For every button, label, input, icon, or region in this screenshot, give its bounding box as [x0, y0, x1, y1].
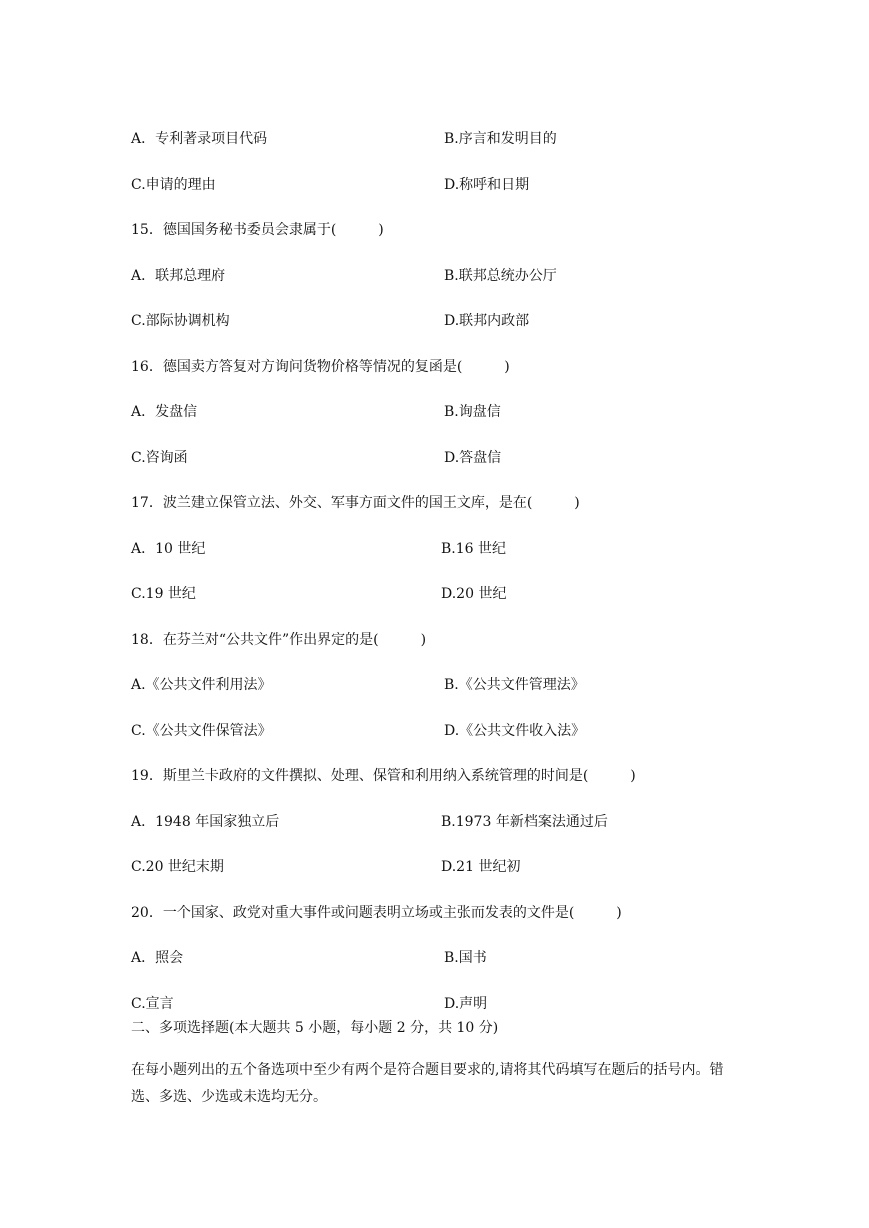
q16-option-d: D.答盘信: [444, 450, 502, 466]
q19-option-b: B.1973 年新档案法通过后: [441, 814, 608, 830]
q17-stem: 17．波兰建立保管立法、外交、军事方面文件的国王文库，是在( ): [131, 495, 580, 511]
q20-option-c: C.宣言: [131, 996, 174, 1012]
q17-option-d: D.20 世纪: [441, 586, 507, 602]
q16-option-b: B.询盘信: [444, 404, 501, 420]
q16-option-c: C.咨询函: [131, 450, 188, 466]
q17-option-b: B.16 世纪: [441, 541, 507, 557]
q14-option-b: B.序言和发明目的: [444, 131, 557, 147]
q19-option-d: D.21 世纪初: [441, 859, 521, 875]
q18-option-d: D.《公共文件收入法》: [444, 723, 586, 739]
section-instructions: 在每小题列出的五个备选项中至少有两个是符合题目要求的,请将其代码填写在题后的括号内。错选、多选、少选或未选均无分。: [131, 1062, 724, 1105]
q15-option-d: D.联邦内政部: [444, 313, 530, 329]
q15-option-c: C.部际协调机构: [131, 313, 230, 329]
q14-option-c: C.申请的理由: [131, 177, 216, 193]
q19-option-c: C.20 世纪末期: [131, 859, 224, 875]
q20-option-a: A．照会: [131, 950, 184, 966]
q14-option-a: A．专利著录项目代码: [131, 131, 268, 147]
q20-stem: 20．一个国家、政党对重大事件或问题表明立场或主张而发表的文件是( ): [131, 905, 622, 921]
q19-option-a: A．1948 年国家独立后: [131, 814, 280, 830]
q16-option-a: A．发盘信: [131, 404, 198, 420]
section-heading: 二、多项选择题(本大题共 5 小题，每小题 2 分，共 10 分): [131, 1020, 499, 1036]
q18-option-c: C.《公共文件保管法》: [131, 723, 272, 739]
q18-option-b: B.《公共文件管理法》: [444, 677, 585, 693]
q20-option-b: B.国书: [444, 950, 487, 966]
q20-option-d: D.声明: [444, 996, 488, 1012]
q15-stem: 15．德国国务秘书委员会隶属于( ): [131, 222, 384, 238]
q18-stem: 18．在芬兰对“公共文件”作出界定的是( ): [131, 632, 427, 648]
q17-option-c: C.19 世纪: [131, 586, 196, 602]
q19-stem: 19．斯里兰卡政府的文件撰拟、处理、保管和利用纳入系统管理的时间是( ): [131, 768, 636, 784]
q14-option-d: D.称呼和日期: [444, 177, 530, 193]
q17-option-a: A．10 世纪: [131, 541, 206, 557]
q15-option-b: B.联邦总统办公厅: [444, 268, 557, 284]
q16-stem: 16．德国卖方答复对方询问货物价格等情况的复函是( ): [131, 359, 510, 375]
q18-option-a: A.《公共文件利用法》: [131, 677, 272, 693]
q15-option-a: A．联邦总理府: [131, 268, 226, 284]
